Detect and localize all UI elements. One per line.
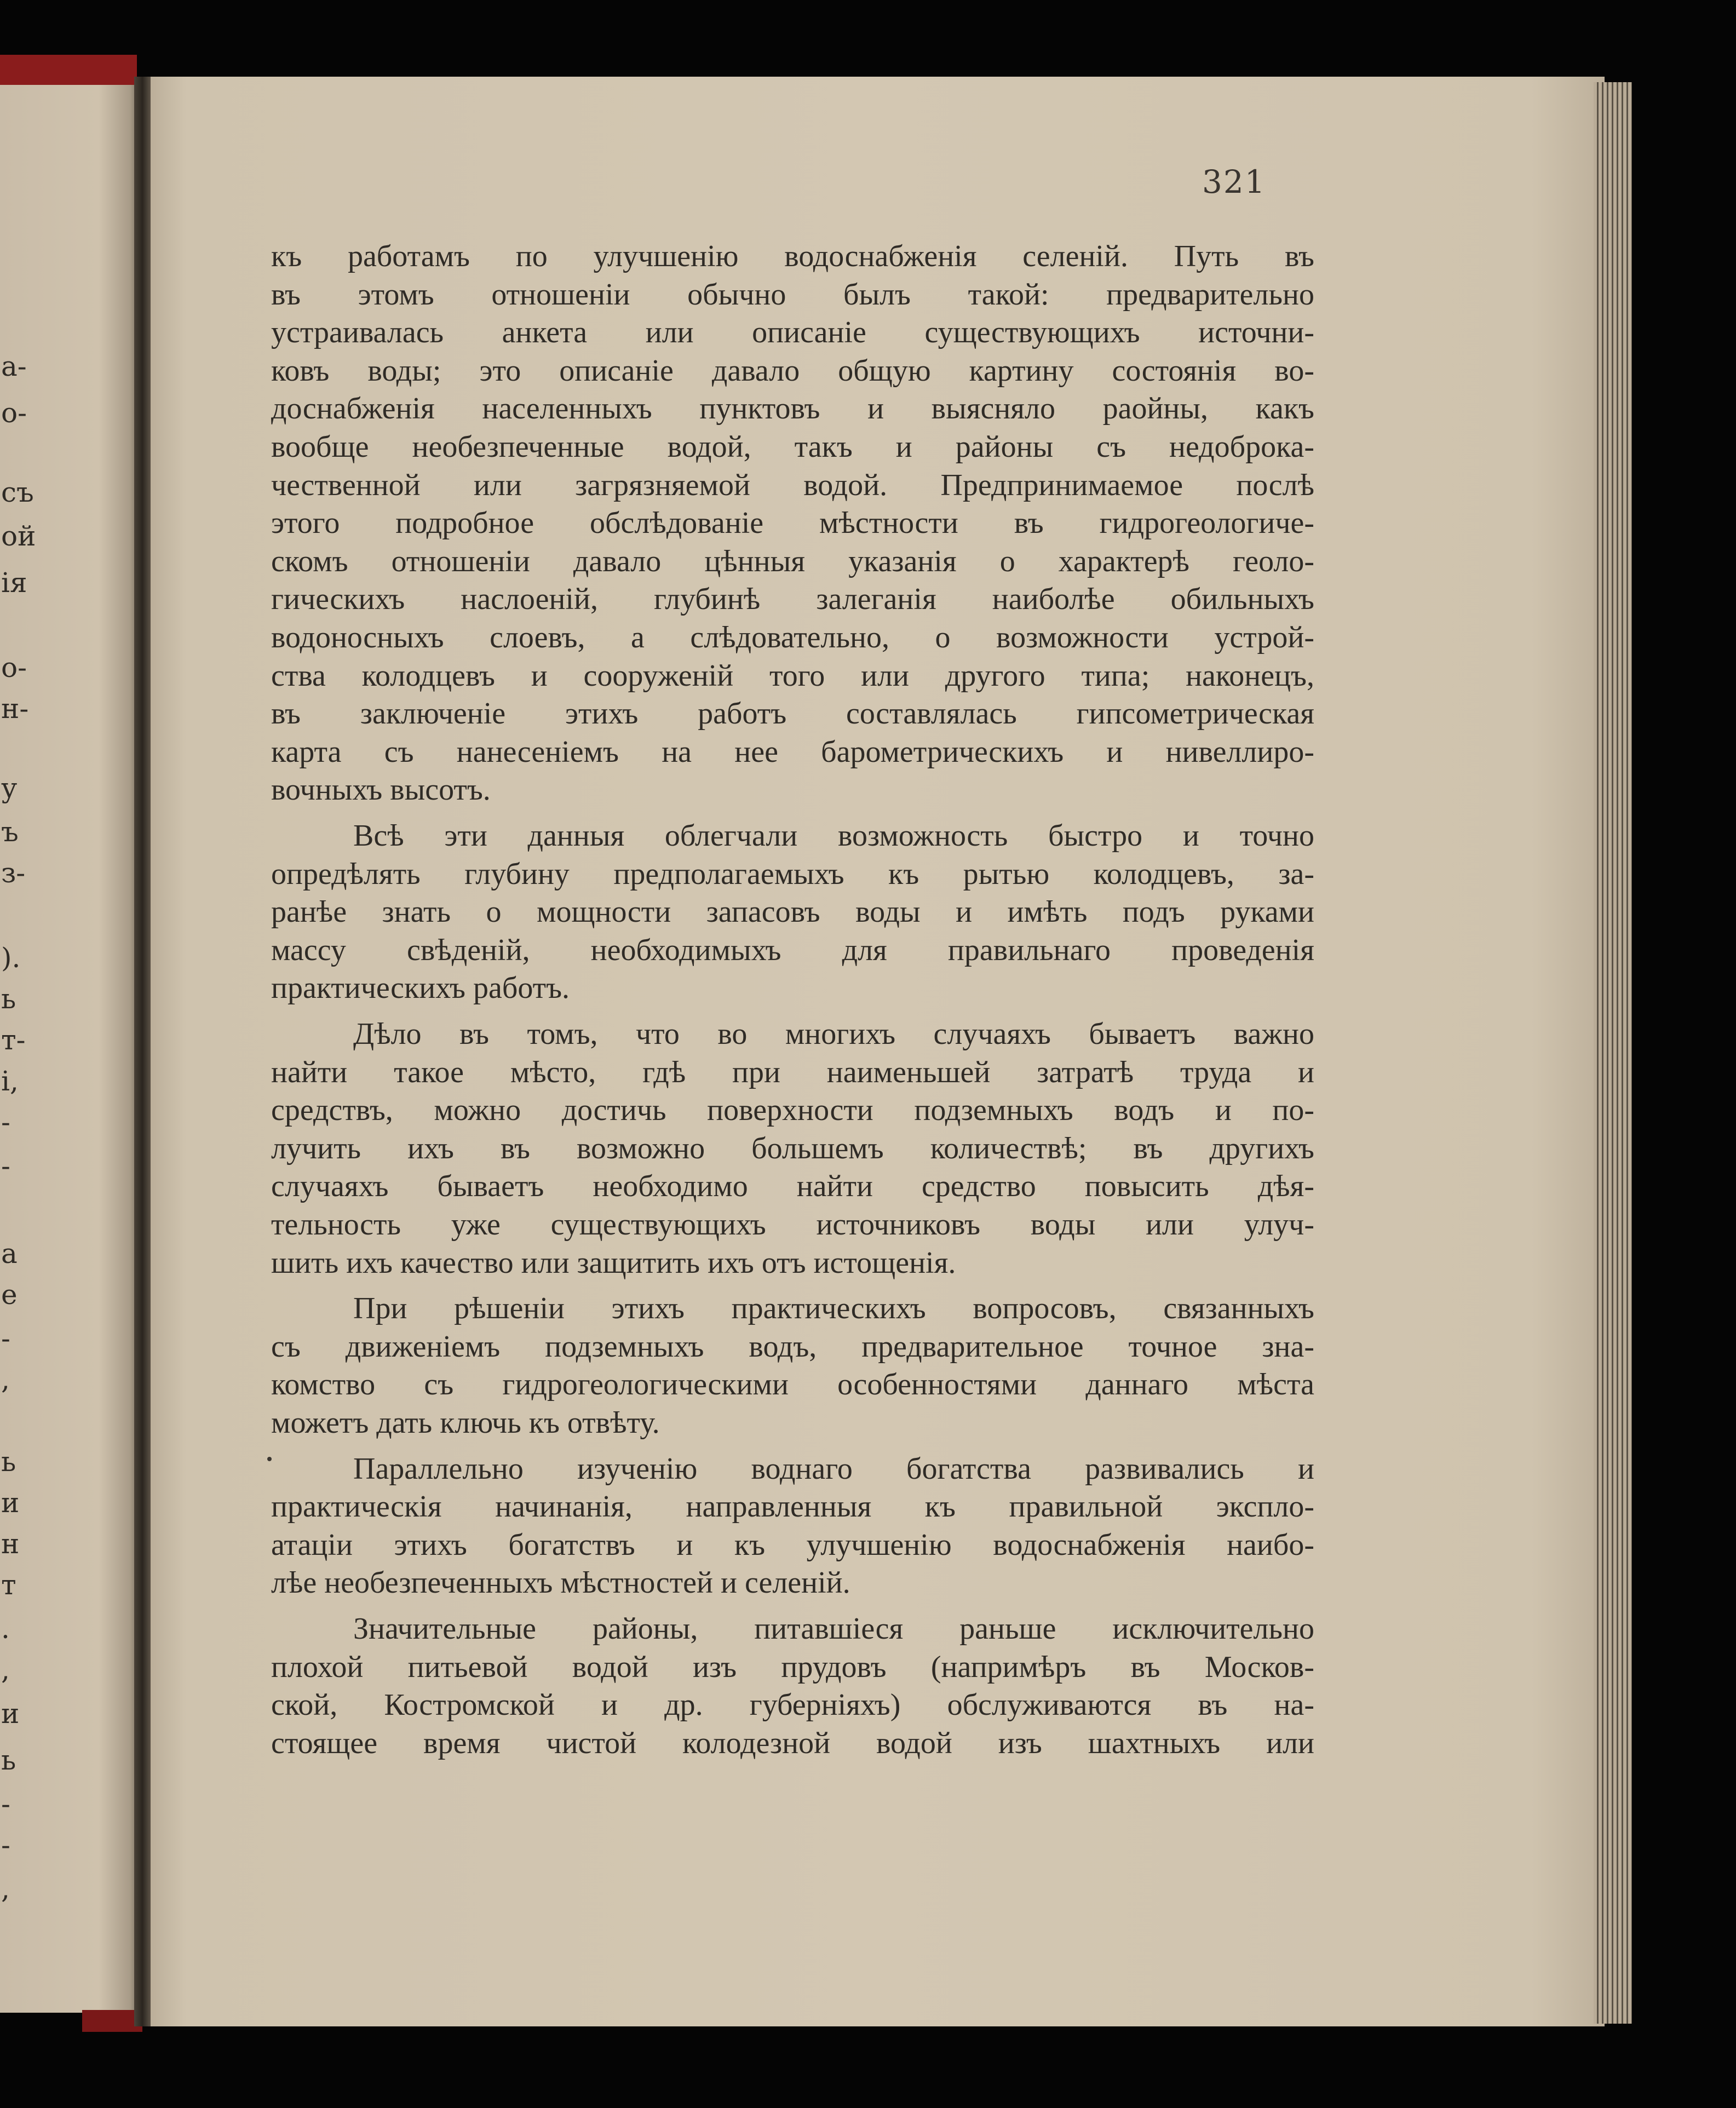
text-line: Дѣло въ томъ, что во многихъ случаяхъ бываетъ важно: [353, 1017, 1314, 1051]
left-page-fragment: а: [1, 1238, 18, 1270]
left-page-fragment: е: [1, 1279, 18, 1311]
text-line: средствъ, можно достичь поверхности подземныхъ водъ и по-: [271, 1093, 1314, 1128]
text-line: Параллельно изученію воднаго богатства развивались и: [353, 1451, 1314, 1486]
left-page-fragment: -: [1, 1106, 10, 1138]
text-line: въ этомъ отношеніи обычно былъ такой: предварительно: [271, 277, 1314, 312]
left-page-fragment: ь: [1, 1744, 16, 1776]
text-line: комство съ гидрогеологическими особенностями даннаго мѣста: [271, 1368, 1314, 1402]
left-page-fragment: ой: [1, 520, 36, 552]
left-page-fragment: .: [1, 1613, 10, 1645]
text-line: тельность уже существующихъ источниковъ воды или улуч-: [271, 1208, 1314, 1242]
left-page-fragment: ).: [1, 942, 21, 974]
text-line: лучить ихъ въ возможно большемъ количествѣ; въ другихъ: [271, 1131, 1314, 1165]
left-page-fragment: -: [1, 1829, 10, 1861]
text-line: гическихъ наслоеній, глубинѣ залеганія наиболѣе обильныхъ: [271, 582, 1314, 617]
text-line: Значительные районы, питавшіеся раньше исключительно: [353, 1612, 1314, 1646]
text-line: карта съ нанесеніемъ на нее барометрическихъ и нивеллиро-: [271, 734, 1314, 769]
text-line: въ заключеніе этихъ работъ составлялась гипсометрическая: [271, 697, 1314, 731]
left-page-fragment: ,: [1, 1873, 10, 1905]
left-page-fragment: о-: [1, 652, 27, 683]
left-page-fragment: з-: [1, 857, 26, 889]
text-line: къ работамъ по улучшенію водоснабженія селеній. Путь въ: [271, 239, 1314, 273]
left-page-fragment: ,: [1, 1654, 10, 1686]
text-line: случаяхъ бываетъ необходимо найти средство повысить дѣя-: [271, 1169, 1314, 1204]
text-line: можетъ дать ключь къ отвѣту.: [271, 1406, 660, 1440]
text-line: шить ихъ качество или защитить ихъ отъ истощенія.: [271, 1245, 956, 1280]
left-page-fragment: і,: [1, 1065, 19, 1097]
left-page-fragment: ъ: [1, 816, 19, 848]
text-line: ковъ воды; это описаніе давало общую картину состоянія во-: [271, 353, 1314, 388]
text-line: этого подробное обслѣдованіе мѣстности въ гидрогеологиче-: [271, 506, 1314, 541]
left-page-fragment: ,: [1, 1364, 10, 1395]
text-line: стоящее время чистой колодезной водой изъ шахтныхъ или: [271, 1726, 1314, 1760]
text-line: лѣе необезпеченныхъ мѣстностей и селеній.: [271, 1566, 850, 1600]
ink-speck: [267, 1457, 272, 1461]
text-line: практическихъ работъ.: [271, 971, 570, 1006]
text-line: ской, Костромской и др. губерніяхъ) обслуживаются въ на-: [271, 1688, 1314, 1722]
left-page-fragment: и: [1, 1698, 20, 1730]
left-page-fragment: н-: [1, 693, 29, 725]
left-page-fragment: а-: [1, 351, 27, 382]
left-page-fragment: у: [1, 772, 18, 804]
text-line: Всѣ эти данныя облегчали возможность быстро и точно: [353, 819, 1314, 853]
left-page-fragment: ь: [1, 1446, 16, 1478]
text-line: массу свѣденій, необходимыхъ для правильнаго проведенія: [271, 933, 1314, 967]
left-page-fragment: о-: [1, 397, 27, 429]
text-line: При рѣшеніи этихъ практическихъ вопросовъ, связанныхъ: [353, 1291, 1314, 1326]
text-line: скомъ отношеніи давало цѣнныя указанія о характерѣ геоло-: [271, 544, 1314, 578]
text-line: ства колодцевъ и сооруженій того или другого типа; наконецъ,: [271, 658, 1314, 693]
text-line: вообще необезпеченные водой, такъ и районы съ недоброка-: [271, 430, 1314, 464]
text-line: съ движеніемъ подземныхъ водъ, предварительное точное зна-: [271, 1329, 1314, 1364]
text-line: практическія начинанія, направленныя къ правильной экспло-: [271, 1490, 1314, 1524]
text-line: водоносныхъ слоевъ, а слѣдовательно, о возможности устрой-: [271, 621, 1314, 654]
left-page-fragment: съ: [1, 476, 34, 508]
text-line: плохой питьевой водой изъ прудовъ (напримѣръ въ Москов-: [271, 1650, 1314, 1684]
text-line: доснабженія населенныхъ пунктовъ и выясняло раойны, какъ: [271, 392, 1314, 426]
text-line: ранѣе знать о мощности запасовъ воды и имѣть подъ руками: [271, 895, 1314, 929]
left-page-fragment: т: [1, 1569, 16, 1601]
left-page-fragment: ія: [1, 567, 27, 599]
left-page-fragment: и: [1, 1487, 20, 1519]
text-line: атаціи этихъ богатствъ и къ улучшенію водоснабженія наибо-: [271, 1527, 1314, 1562]
left-page-fragment: т-: [1, 1024, 26, 1056]
left-page-fragment: -: [1, 1788, 10, 1820]
left-page-fragment: н: [1, 1528, 20, 1560]
left-page-fragment: ь: [1, 983, 16, 1015]
text-line: опредѣлять глубину предполагаемыхъ къ рытью колодцевъ, за-: [271, 857, 1314, 891]
left-page-fragment: -: [1, 1323, 10, 1354]
left-page-fragment: -: [1, 1150, 10, 1182]
text-line: найти такое мѣсто, гдѣ при наименьшей затратѣ труда и: [271, 1055, 1314, 1089]
text-line: вочныхъ высотъ.: [271, 773, 491, 807]
text-line: устраивалась анкета или описаніе существующихъ источни-: [271, 315, 1314, 350]
page-number: 321: [1202, 163, 1266, 200]
text-line: чественной или загрязняемой водой. Предпринимаемое послѣ: [271, 468, 1314, 502]
